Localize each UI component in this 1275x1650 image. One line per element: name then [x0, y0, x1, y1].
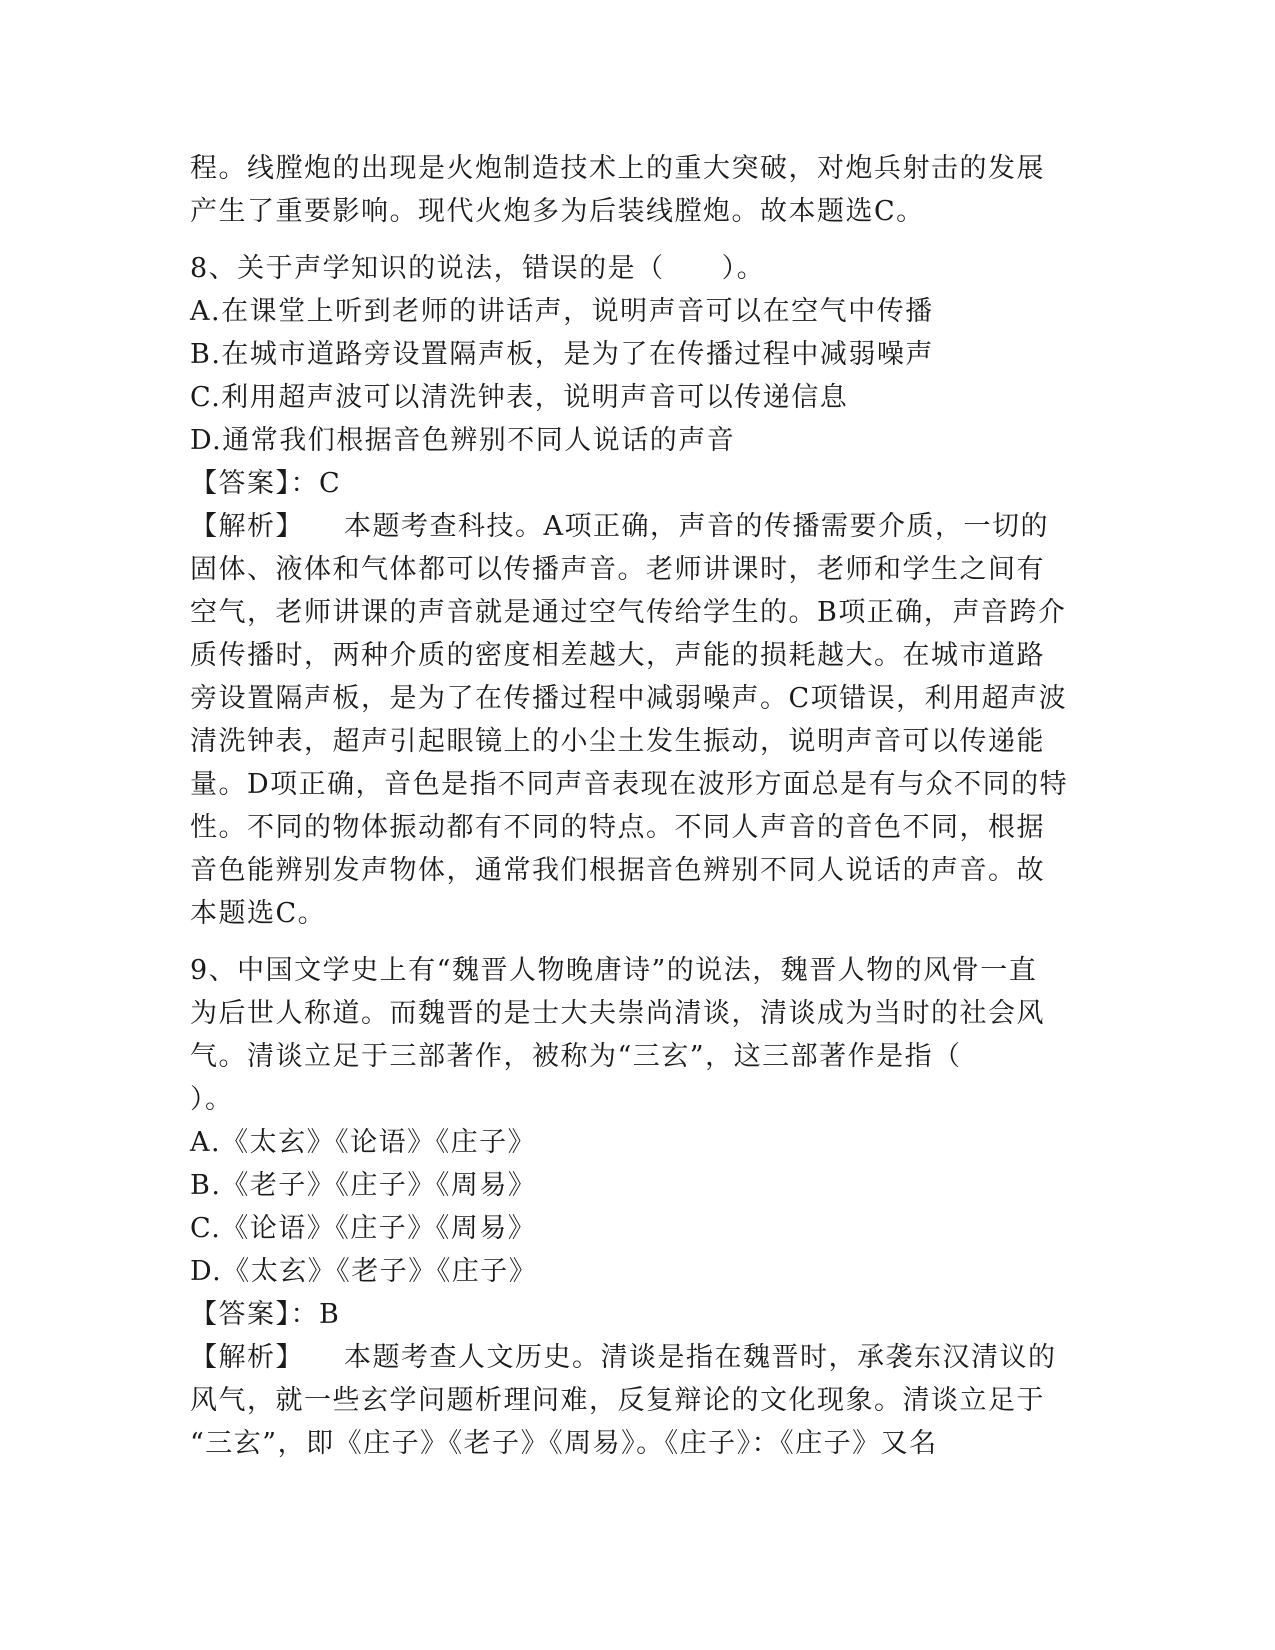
analysis-text: 本题考查人文历史。清谈是指在魏晋时，承袭东汉清议的 — [344, 1342, 1057, 1373]
option-a: A.在课堂上听到老师的讲话声，说明声音可以在空气中传播 — [190, 296, 934, 327]
spacer — [190, 233, 1090, 247]
question-stem: 9、中国文学史上有“魏晋人物晚唐诗”的说法，魏晋人物的风骨一直 — [190, 955, 1038, 986]
answer-label: 【答案】： — [190, 468, 319, 499]
option-b: B.《老子》《庄子》《周易》 — [190, 1170, 537, 1201]
analysis-line: 空气，老师讲课的声音就是通过空气传给学生的。B项正确，声音跨介 — [190, 597, 1067, 628]
spacer — [190, 935, 1090, 949]
option-c: C.《论语》《庄子》《周易》 — [190, 1213, 537, 1244]
option-d: D.通常我们根据音色辨别不同人说话的声音 — [190, 425, 736, 456]
question-stem: 气。清谈立足于三部著作，被称为“三玄”，这三部著作是指（ — [190, 1041, 962, 1072]
question-8 — [190, 247, 1090, 935]
analysis-line: 旁设置隔声板，是为了在传播过程中减弱噪声。C项错误，利用超声波 — [190, 683, 1068, 714]
analysis-label: 【解析】 — [190, 1342, 304, 1373]
question-9 — [190, 949, 1090, 1465]
answer-line — [190, 1293, 1090, 1336]
option-c: C.利用超声波可以清洗钟表，说明声音可以传递信息 — [190, 382, 849, 413]
analysis-line — [190, 1336, 1090, 1379]
analysis-label: 【解析】 — [190, 511, 304, 542]
question-stem: 为后世人称道。而魏晋的是士大夫崇尚清谈，清谈成为当时的社会风 — [190, 998, 1045, 1029]
question-stem: ）。 — [190, 1084, 234, 1115]
analysis-line: 固体、液体和气体都可以传播声音。老师讲课时，老师和学生之间有 — [190, 554, 1045, 585]
answer-label: 【答案】： — [190, 1299, 319, 1330]
carryover-line: 产生了重要影响。现代火炮多为后装线膛炮。故本题选C。 — [190, 196, 925, 227]
carryover-line: 程。线膛炮的出现是火炮制造技术上的重大突破，对炮兵射击的发展 — [190, 153, 1045, 184]
analysis-line — [190, 505, 1090, 548]
analysis-line: 质传播时，两种介质的密度相差越大，声能的损耗越大。在城市道路 — [190, 640, 1045, 671]
question-stem: 8、关于声学知识的说法，错误的是（ ）。 — [190, 253, 766, 284]
analysis-line: 性。不同的物体振动都有不同的特点。不同人声音的音色不同，根据 — [190, 812, 1045, 843]
answer-value: C — [319, 468, 342, 499]
option-a: A.《太玄》《论语》《庄子》 — [190, 1127, 537, 1158]
analysis-line: 清洗钟表，超声引起眼镜上的小尘土发生振动，说明声音可以传递能 — [190, 726, 1045, 757]
analysis-text: 本题考查科技。A项正确，声音的传播需要介质，一切的 — [344, 511, 1049, 542]
answer-value: B — [319, 1299, 341, 1330]
analysis-line: “三玄”，即《庄子》《老子》《周易》。《庄子》：《庄子》又名 — [190, 1428, 938, 1459]
option-b: B.在城市道路旁设置隔声板，是为了在传播过程中减弱噪声 — [190, 339, 934, 370]
option-d: D.《太玄》《老子》《庄子》 — [190, 1256, 538, 1287]
analysis-line: 风气，就一些玄学问题析理问难，反复辩论的文化现象。清谈立足于 — [190, 1385, 1045, 1416]
analysis-line: 音色能辨别发声物体，通常我们根据音色辨别不同人说话的声音。故 — [190, 855, 1045, 886]
answer-line — [190, 462, 1090, 505]
analysis-line: 本题选C。 — [190, 898, 327, 929]
analysis-line: 量。D项正确，音色是指不同声音表现在波形方面总是有与众不同的特 — [190, 769, 1069, 800]
document-page — [190, 147, 1090, 1465]
